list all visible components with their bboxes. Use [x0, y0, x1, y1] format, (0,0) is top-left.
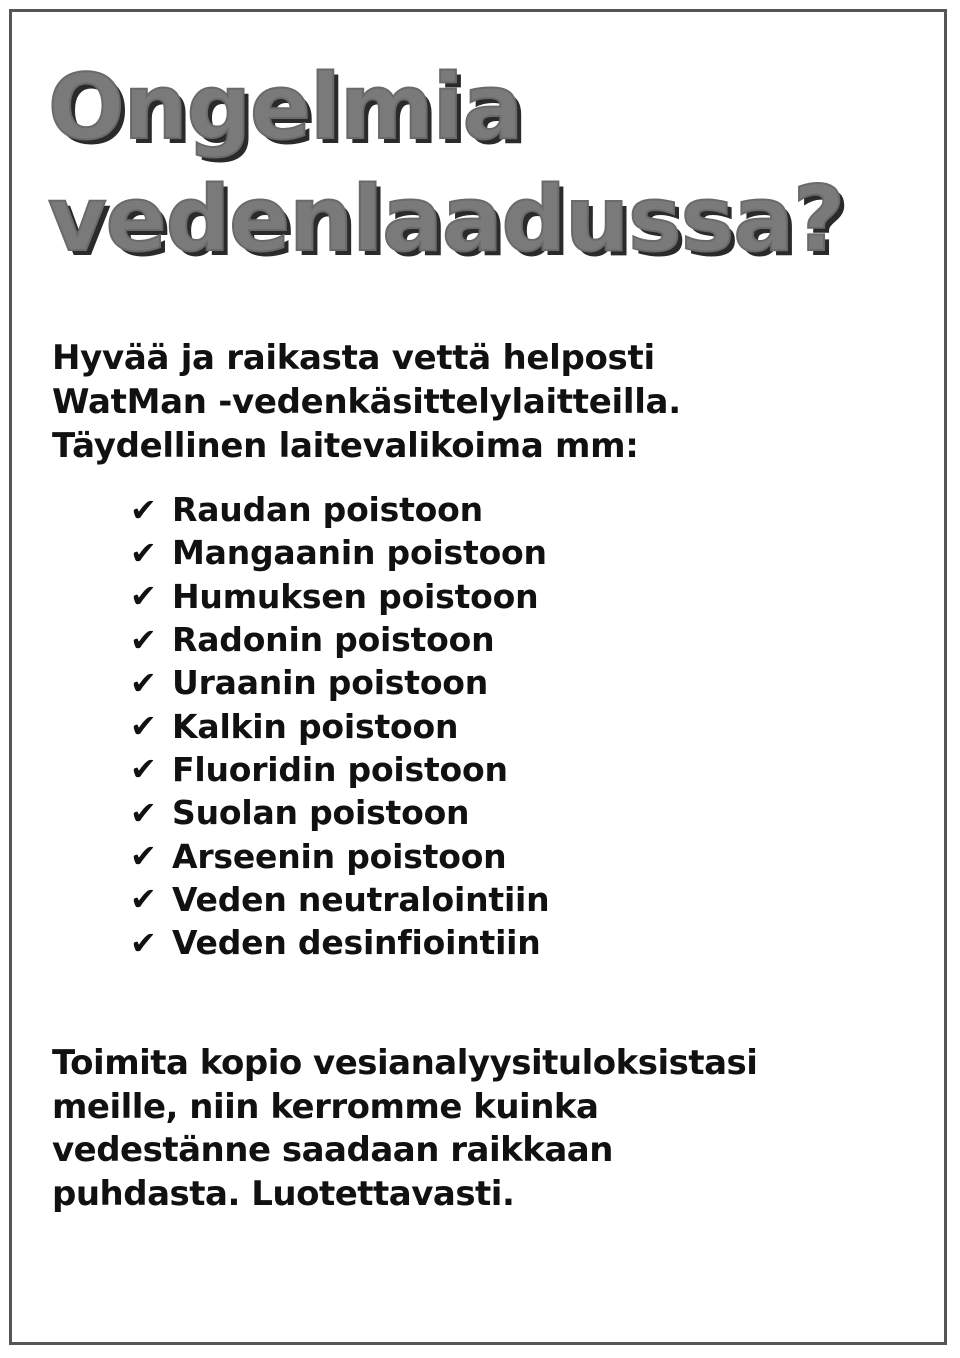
list-item	[130, 618, 549, 661]
closing-line-4: puhdasta. Luotettavasti.	[52, 1173, 515, 1214]
checkmark-icon: ✔	[130, 923, 157, 962]
checkmark-icon: ✔	[130, 620, 157, 659]
list-item	[130, 921, 549, 964]
list-item	[130, 488, 549, 531]
closing-text	[52, 1042, 757, 1216]
list-item	[130, 531, 549, 574]
intro-line-2: WatMan -vedenkäsittelylaitteilla.	[52, 382, 681, 422]
list-item-label: Fluoridin poistoon	[172, 749, 508, 789]
checkmark-icon: ✔	[130, 750, 157, 789]
intro-text	[52, 336, 681, 468]
list-item	[130, 748, 549, 791]
checkmark-icon: ✔	[130, 577, 157, 616]
checkmark-icon: ✔	[130, 837, 157, 876]
title-line-1: Ongelmia	[48, 55, 523, 160]
checkmark-icon: ✔	[130, 880, 157, 919]
feature-list	[130, 488, 549, 964]
checkmark-icon: ✔	[130, 663, 157, 702]
list-item	[130, 704, 549, 747]
list-item	[130, 878, 549, 921]
list-item	[130, 575, 549, 618]
list-item-label: Radonin poistoon	[172, 620, 495, 660]
list-item-label: Veden desinfiointiin	[172, 923, 541, 963]
closing-line-3: vedestänne saadaan raikkaan	[52, 1130, 613, 1170]
closing-line-2: meille, niin kerromme kuinka	[52, 1086, 599, 1127]
list-item-label: Kalkin poistoon	[172, 706, 459, 746]
checkmark-icon: ✔	[130, 793, 157, 832]
list-item-label: Suolan poistoon	[172, 793, 470, 833]
checkmark-icon: ✔	[130, 707, 157, 746]
list-item-label: Uraanin poistoon	[172, 663, 489, 703]
list-item-label: Arseenin poistoon	[172, 836, 507, 876]
closing-line-1: Toimita kopio vesianalyysituloksistasi	[52, 1043, 758, 1083]
list-item	[130, 834, 549, 877]
list-item-label: Raudan poistoon	[172, 490, 483, 530]
list-item-label: Mangaanin poistoon	[172, 533, 547, 573]
checkmark-icon: ✔	[130, 490, 157, 529]
checkmark-icon: ✔	[130, 533, 157, 572]
intro-line-3: Täydellinen laitevalikoima mm:	[52, 426, 639, 466]
page-title	[48, 52, 844, 276]
list-item	[130, 661, 549, 704]
title-line-2: vedenlaadussa?	[48, 167, 845, 272]
list-item	[130, 791, 549, 834]
list-item-label: Veden neutralointiin	[172, 879, 550, 919]
intro-line-1: Hyvää ja raikasta vettä helposti	[52, 338, 655, 378]
list-item-label: Humuksen poistoon	[172, 576, 539, 616]
